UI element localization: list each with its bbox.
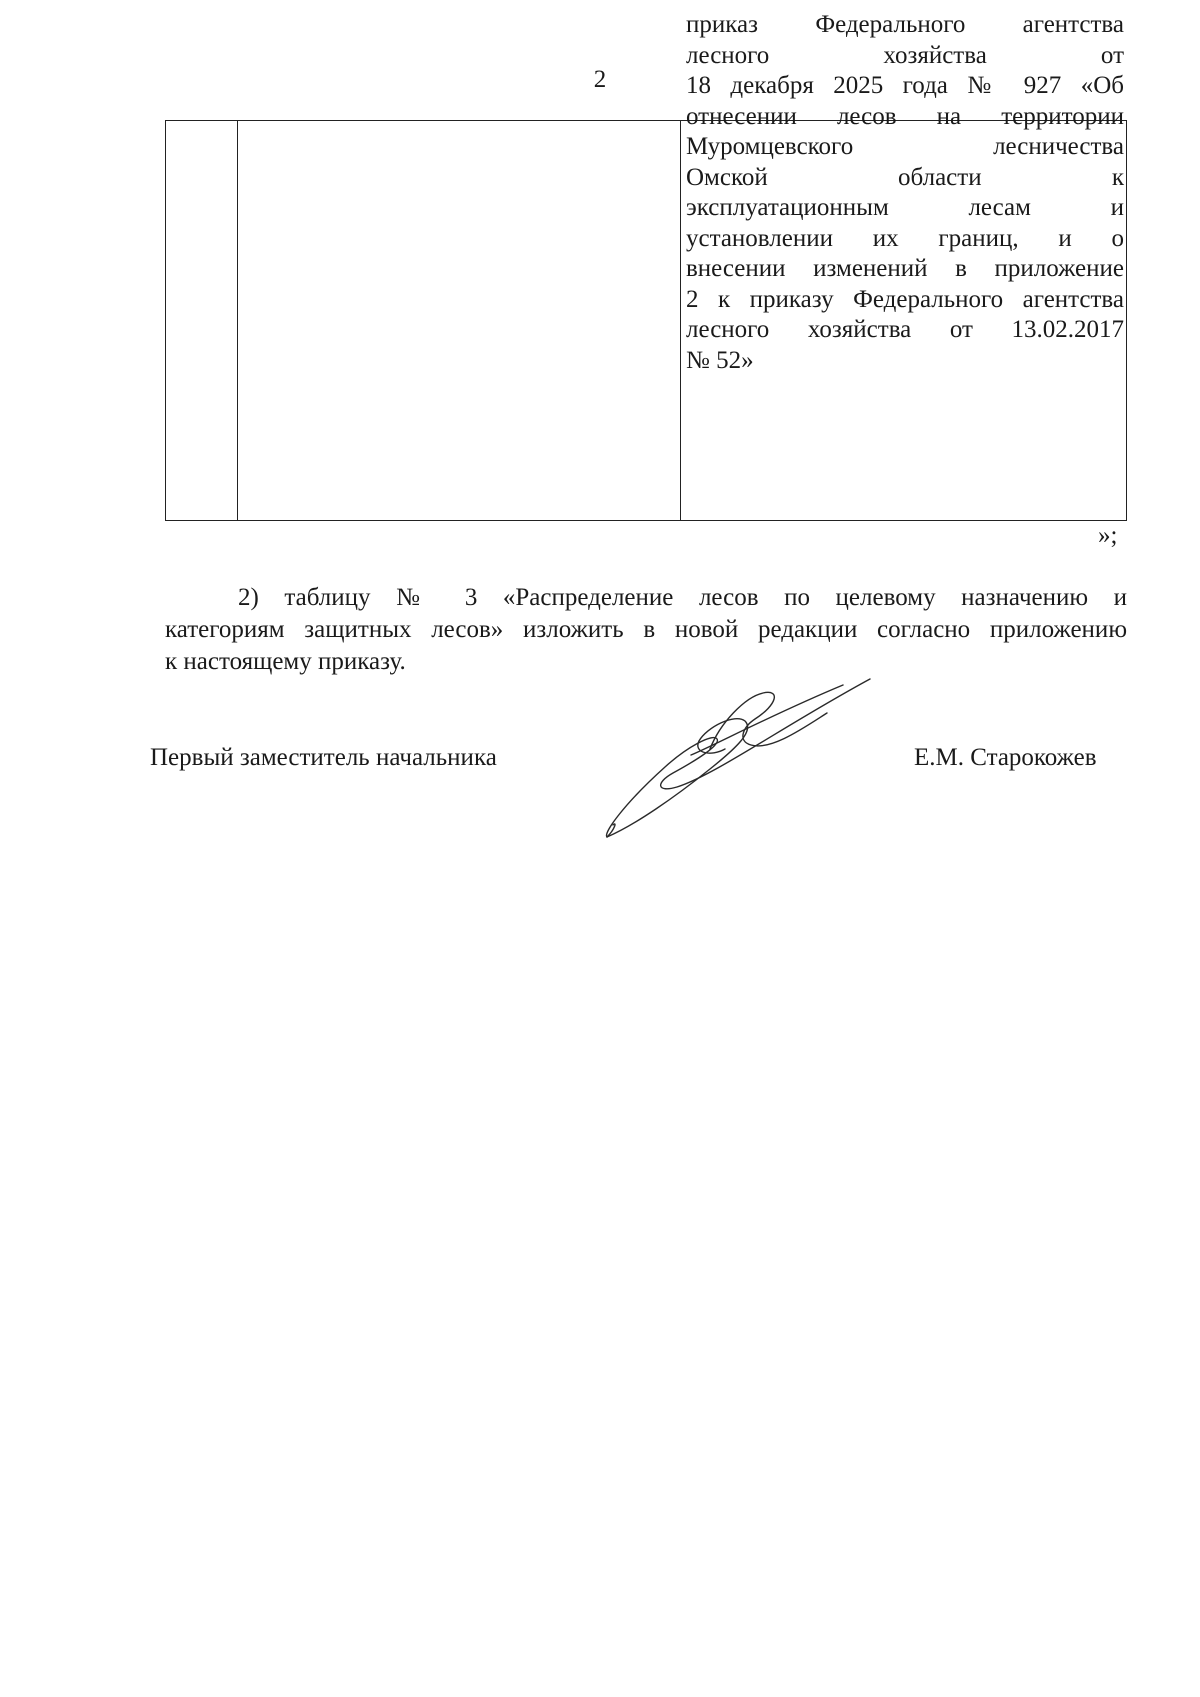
page-number: 2 bbox=[593, 66, 607, 93]
table-cell-order-reference bbox=[686, 10, 1124, 376]
body-paragraph bbox=[165, 582, 1127, 678]
paragraph-line: к настоящему приказу. bbox=[165, 648, 406, 675]
cell-line: Омской области к bbox=[686, 163, 1124, 191]
closing-quote: »; bbox=[1098, 522, 1118, 549]
handwritten-signature bbox=[595, 675, 875, 845]
cell-line: внесении изменений в приложение bbox=[686, 255, 1124, 282]
cell-line: 18 декабря 2025 года № 927 «Об bbox=[686, 72, 1124, 99]
cell-line: лесного хозяйства от 13.02.2017 bbox=[686, 316, 1124, 343]
paragraph-line: 2) таблицу № 3 «Распределение лесов по целевому назначению и bbox=[238, 584, 1127, 611]
cell-line: установлении их границ, и о bbox=[686, 224, 1124, 252]
signer-name: Е.М. Старокожев bbox=[914, 744, 1097, 771]
cell-line: лесного хозяйства от bbox=[686, 41, 1124, 69]
table-column-divider-1 bbox=[237, 121, 238, 520]
cell-line: № 52» bbox=[686, 346, 754, 374]
cell-line: отнесении лесов на территории bbox=[686, 102, 1124, 130]
cell-line: 2 к приказу Федерального агентства bbox=[686, 285, 1124, 313]
cell-line: Муромцевского лесничества bbox=[686, 133, 1124, 160]
cell-line: эксплуатационным лесам и bbox=[686, 194, 1124, 221]
paragraph-line: категориям защитных лесов» изложить в новой редакции согласно приложению bbox=[165, 616, 1127, 643]
table-column-divider-2 bbox=[680, 121, 681, 520]
signer-title: Первый заместитель начальника bbox=[150, 744, 497, 771]
cell-line: приказ Федерального агентства bbox=[686, 11, 1124, 38]
